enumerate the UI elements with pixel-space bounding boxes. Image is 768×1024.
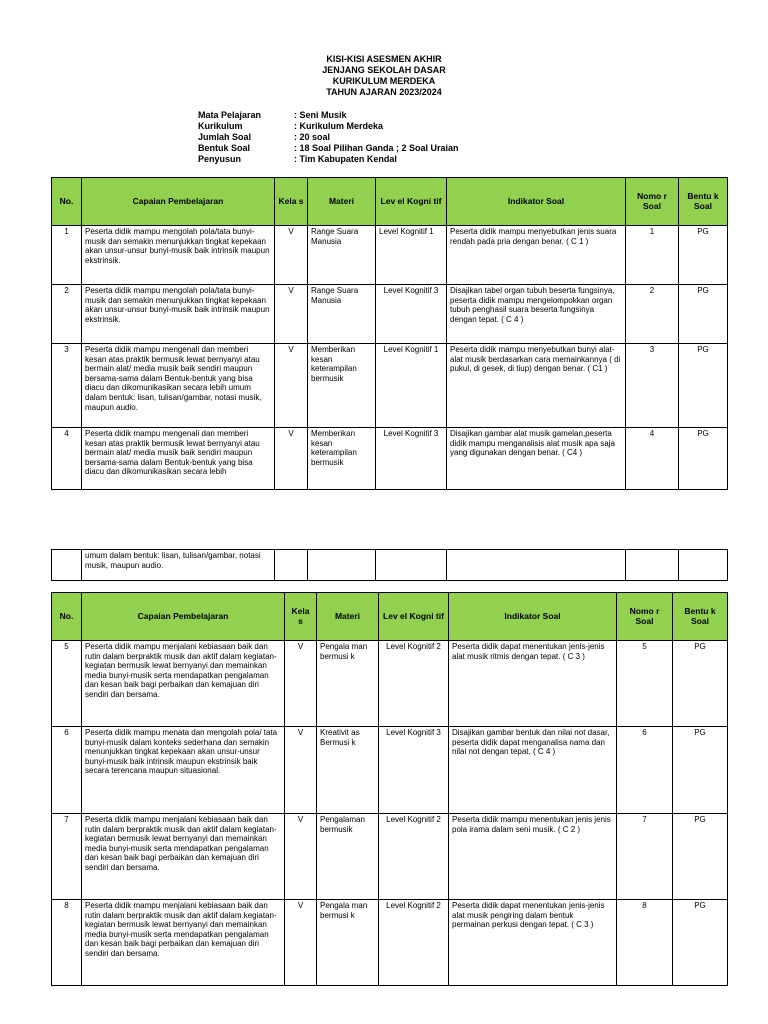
cell-bentuk: PG bbox=[679, 285, 728, 344]
meta-value: : Kurikulum Merdeka bbox=[294, 121, 384, 131]
col-header-capaian: Capaian Pembelajaran bbox=[82, 593, 285, 641]
header-title: KISI-KISI ASESMEN AKHIR bbox=[326, 54, 442, 64]
cell-no: 3 bbox=[52, 344, 82, 428]
meta-label: Mata Pelajaran bbox=[198, 110, 262, 120]
table-row bbox=[52, 428, 728, 490]
col-header-capaian: Capaian Pembelajaran bbox=[82, 178, 275, 226]
cell-bentuk: PG bbox=[679, 428, 728, 490]
kisi-kisi-table-page-2 bbox=[51, 592, 728, 986]
meta-value: : 18 Soal Pilihan Ganda ; 2 Soal Uraian bbox=[294, 143, 459, 153]
header-school-level: JENJANG SEKOLAH DASAR bbox=[322, 65, 446, 75]
cell-capaian: Peserta didik mampu menata dan mengolah pola/ tata bunyi-musik dalam konteks sederhana dan semakin menunjukkan tingkat kepekaan akan unsur-unsur bunyi-musik baik intrinsik maupun ekstrinsik baik secara terencana maupun situasional. bbox=[82, 727, 285, 814]
cell-kelas bbox=[275, 550, 308, 581]
col-header-kelas: Kela s bbox=[285, 593, 317, 641]
cell-capaian: Peserta didik mampu mengolah pola/tata bunyi-musik dan semakin menunjukkan tingkat kepekaan akan unsur-unsur bunyi-musik baik intrinsik maupun ekstrinsik. bbox=[82, 285, 275, 344]
cell-indikator bbox=[447, 550, 626, 581]
table-row bbox=[52, 727, 728, 814]
cell-materi: Pengala man bermusi k bbox=[317, 641, 379, 727]
cell-capaian: Peserta didik mampu mengenali dan memberi kesan atas praktik bermusik lewat bernyanyi atau bermain alat/ media musik baik sendiri maupun bersama-sama dalam Bentuk-bentuk yang bisa diacu dan dikomunikasikan secara lebih bbox=[82, 428, 275, 490]
col-header-no: No. bbox=[52, 178, 82, 226]
cell-level bbox=[376, 550, 447, 581]
header-curriculum: KURIKULUM MERDEKA bbox=[332, 76, 436, 86]
col-header-no: No. bbox=[52, 593, 82, 641]
cell-level: Level Kognitif 2 bbox=[379, 641, 449, 727]
meta-value: : Seni Musik bbox=[294, 110, 347, 120]
cell-capaian: Peserta didik mampu mengolah pola/tata bunyi-musik dan semakin menunjukkan tingkat kepekaan akan unsur-unsur bunyi-musik baik intrinsik maupun ekstrinsik. bbox=[82, 226, 275, 285]
cell-kelas: V bbox=[275, 285, 308, 344]
cell-capaian: umum dalam bentuk: lisan, tulisan/gambar, notasi musik, maupun audio. bbox=[82, 550, 275, 581]
cell-nomor bbox=[626, 550, 679, 581]
cell-level: Level Kognitif 1 bbox=[376, 344, 447, 428]
meta-row bbox=[198, 121, 459, 132]
meta-label: Penyusun bbox=[198, 154, 242, 164]
cell-indikator: Disajikan tabel organ tubuh beserta fungsinya, peserta didik mampu mengelompokkan organ tubuh penghasil suara beserta fungsinya dengan tepat. ( C 4 ) bbox=[447, 285, 626, 344]
table-header-row bbox=[52, 593, 728, 641]
cell-materi: Kreativit as Bermusi k bbox=[317, 727, 379, 814]
document-header bbox=[0, 54, 768, 98]
cell-materi bbox=[308, 550, 376, 581]
cell-level: Level Kognitif 3 bbox=[376, 428, 447, 490]
meta-row bbox=[198, 132, 459, 143]
cell-bentuk: PG bbox=[679, 226, 728, 285]
cell-nomor: 8 bbox=[617, 900, 673, 986]
table-row bbox=[52, 550, 728, 581]
cell-indikator: Peserta didik mampu menyebutkan bunyi alat-alat musik berdasarkan cara memainkannya ( di pukul, di gesek, di tiup) dengan benar. ( C1 ) bbox=[447, 344, 626, 428]
cell-materi: Memberikan kesan keterampilan bermusik bbox=[308, 428, 376, 490]
meta-row bbox=[198, 110, 459, 121]
cell-bentuk: PG bbox=[679, 344, 728, 428]
cell-no: 1 bbox=[52, 226, 82, 285]
cell-kelas: V bbox=[285, 727, 317, 814]
kisi-kisi-table-continuation bbox=[51, 549, 728, 581]
col-header-indikator: Indikator Soal bbox=[449, 593, 617, 641]
cell-no: 6 bbox=[52, 727, 82, 814]
meta-label: Jumlah Soal bbox=[198, 132, 252, 142]
cell-indikator: Disajikan gambar alat musik gamelan,peserta didik mampu menganalisis alat musik apa saja yang digunakan dengan benar. ( C4 ) bbox=[447, 428, 626, 490]
cell-materi: Pengala man bermusi k bbox=[317, 900, 379, 986]
cell-level: Level Kognitif 2 bbox=[379, 900, 449, 986]
col-header-bentuk: Bentu k Soal bbox=[673, 593, 728, 641]
document-meta bbox=[198, 110, 459, 165]
table-row bbox=[52, 285, 728, 344]
meta-row bbox=[198, 154, 459, 165]
cell-materi: Memberikan kesan keterampilan bermusik bbox=[308, 344, 376, 428]
cell-indikator: Peserta didik mampu menyebutkan jenis suara rendah pada pria dengan benar. ( C 1 ) bbox=[447, 226, 626, 285]
cell-no: 2 bbox=[52, 285, 82, 344]
cell-bentuk: PG bbox=[673, 900, 728, 986]
cell-no: 5 bbox=[52, 641, 82, 727]
cell-capaian: Peserta didik mampu menjalani kebiasaan baik dan rutin dalam berpraktik musik dan aktif dalam kegiatan-kegiatan bermusik lewat bernyanyi dan memainkan media bunyi-musik serta mendapatkan pengalaman dan kesan baik bagi perbaikan dan kemajuan diri sendiri dan bersama. bbox=[82, 641, 285, 727]
cell-materi: Range Suara Manusia bbox=[308, 285, 376, 344]
cell-nomor: 5 bbox=[617, 641, 673, 727]
meta-value: : 20 soal bbox=[294, 132, 331, 142]
col-header-level: Lev el Kogni tif bbox=[376, 178, 447, 226]
cell-indikator: Disajikan gambar bentuk dan nilai not dasar, peserta didik dapat menganalisa nama dan nilai not dengan tepat. ( C 4 ) bbox=[449, 727, 617, 814]
cell-no: 4 bbox=[52, 428, 82, 490]
cell-indikator: Peserta didik mampu menentukan jenis jenis pola irama dalam seni musik. ( C 2 ) bbox=[449, 814, 617, 900]
cell-no: 7 bbox=[52, 814, 82, 900]
cell-materi: Range Suara Manusia bbox=[308, 226, 376, 285]
col-header-indikator: Indikator Soal bbox=[447, 178, 626, 226]
cell-level: Level Kognitif 3 bbox=[376, 285, 447, 344]
cell-materi: Pengalaman bermusik bbox=[317, 814, 379, 900]
cell-kelas: V bbox=[275, 344, 308, 428]
cell-bentuk: PG bbox=[673, 727, 728, 814]
cell-kelas: V bbox=[285, 900, 317, 986]
cell-nomor: 2 bbox=[626, 285, 679, 344]
cell-nomor: 1 bbox=[626, 226, 679, 285]
cell-bentuk: PG bbox=[673, 814, 728, 900]
meta-label: Kurikulum bbox=[198, 121, 243, 131]
col-header-materi: Materi bbox=[308, 178, 376, 226]
cell-no bbox=[52, 550, 82, 581]
cell-kelas: V bbox=[285, 814, 317, 900]
col-header-kelas: Kela s bbox=[275, 178, 308, 226]
cell-indikator: Peserta didik dapat menentukan jenis-jenis alat musik ritmis dengan tepat. ( C 3 ) bbox=[449, 641, 617, 727]
cell-nomor: 3 bbox=[626, 344, 679, 428]
cell-kelas: V bbox=[275, 428, 308, 490]
col-header-bentuk: Bentu k Soal bbox=[679, 178, 728, 226]
table-row bbox=[52, 900, 728, 986]
table-header-row bbox=[52, 178, 728, 226]
cell-indikator: Peserta didik dapat menentukan jenis-jenis alat musik pengiring dalam bentuk permainan perkusi dengan tepat. ( C 3 ) bbox=[449, 900, 617, 986]
cell-nomor: 4 bbox=[626, 428, 679, 490]
kisi-kisi-table-page-1 bbox=[51, 177, 728, 490]
meta-value: : Tim Kabupaten Kendal bbox=[294, 154, 397, 164]
col-header-nomor: Nomo r Soal bbox=[626, 178, 679, 226]
cell-no: 8 bbox=[52, 900, 82, 986]
header-school-year: TAHUN AJARAN 2023/2024 bbox=[326, 87, 442, 97]
cell-capaian: Peserta didik mampu mengenali dan memberi kesan atas praktik bermusik lewat bernyanyi atau bermain alat/ media musik baik sendiri maupun bersama-sama dalam Bentuk-bentuk yang bisa diacu dan dikomunikasikan secara lebih umum dalam bentuk: lisan, tulisan/gambar, notasi musik, maupun audio. bbox=[82, 344, 275, 428]
table-row bbox=[52, 814, 728, 900]
col-header-level: Lev el Kogni tif bbox=[379, 593, 449, 641]
cell-kelas: V bbox=[275, 226, 308, 285]
cell-nomor: 7 bbox=[617, 814, 673, 900]
cell-bentuk bbox=[679, 550, 728, 581]
table-row bbox=[52, 226, 728, 285]
cell-capaian: Peserta didik mampu menjalani kebiasaan baik dan rutin dalam berpraktik musik dan aktif dalam kegiatan-kegiatan bermusik lewat bernyanyi dan memainkan media bunyi-musik serta mendapatkan pengalaman dan kesan baik bagi perbaikan dan kemajuan diri sendiri dan bersama. bbox=[82, 900, 285, 986]
table-row bbox=[52, 641, 728, 727]
cell-capaian: Peserta didik mampu menjalani kebiasaan baik dan rutin dalam berpraktik musik dan aktif dalam kegiatan-kegiatan bermusik lewat bernyanyi dan memainkan media bunyi-musik serta mendapatkan pengalaman dan kesan baik bagi perbaikan dan kemajuan diri sendiri dan bersama. bbox=[82, 814, 285, 900]
col-header-nomor: Nomo r Soal bbox=[617, 593, 673, 641]
cell-level: Level Kognitif 1 bbox=[376, 226, 447, 285]
cell-level: Level Kognitif 3 bbox=[379, 727, 449, 814]
meta-row bbox=[198, 143, 459, 154]
cell-kelas: V bbox=[285, 641, 317, 727]
col-header-materi: Materi bbox=[317, 593, 379, 641]
cell-bentuk: PG bbox=[673, 641, 728, 727]
meta-label: Bentuk Soal bbox=[198, 143, 251, 153]
cell-level: Level Kognitif 2 bbox=[379, 814, 449, 900]
table-row bbox=[52, 344, 728, 428]
cell-nomor: 6 bbox=[617, 727, 673, 814]
